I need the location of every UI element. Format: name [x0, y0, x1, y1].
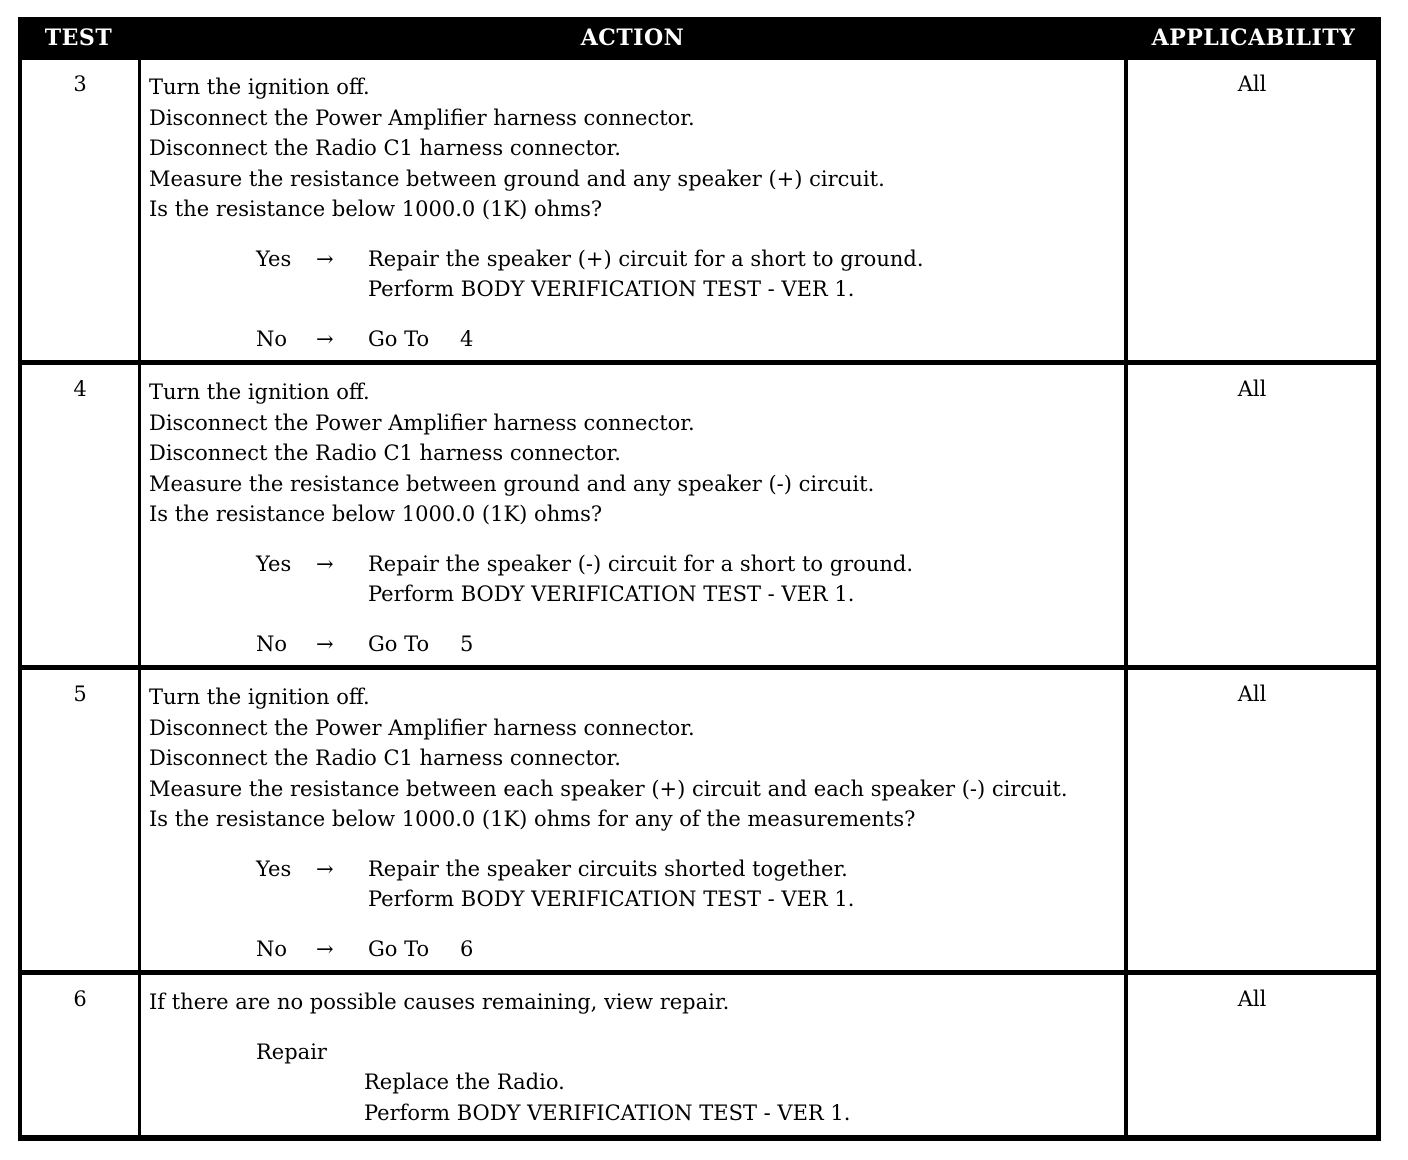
header-applicability: APPLICABILITY — [1151, 25, 1356, 51]
action-line: Measure the resistance between ground and any speaker (+) circuit. — [149, 166, 885, 191]
applicability-cell: All — [1128, 365, 1376, 665]
applicability-cell: All — [1128, 60, 1376, 360]
applicability-cell: All — [1128, 975, 1376, 1135]
right-arrow-icon: → — [316, 326, 334, 351]
test-number: 4 — [22, 365, 138, 665]
yes-instruction: Repair the speaker (-) circuit for a short to ground. — [368, 551, 913, 576]
action-line: Turn the ignition off. — [149, 685, 370, 709]
right-arrow-icon: → — [316, 936, 334, 961]
yes-label: Yes — [256, 856, 292, 881]
no-outcome — [149, 324, 1124, 355]
goto-target[interactable]: 4 — [460, 326, 474, 351]
applicability-cell: All — [1128, 670, 1376, 970]
yes-outcome — [149, 244, 1124, 275]
test-number: 5 — [22, 670, 138, 970]
yes-outcome — [149, 549, 1124, 580]
action-cell — [141, 60, 1124, 360]
yes-instruction: Repair the speaker (+) circuit for a short to ground. — [368, 246, 924, 271]
goto-target[interactable]: 6 — [460, 936, 474, 961]
action-line: Turn the ignition off. — [149, 75, 370, 99]
yes-instruction: Perform BODY VERIFICATION TEST - VER 1. — [368, 277, 855, 301]
header-action: ACTION — [580, 25, 685, 51]
action-line: Disconnect the Power Amplifier harness connector. — [149, 715, 695, 740]
right-arrow-icon: → — [316, 856, 334, 881]
repair-label: Repair — [256, 1039, 327, 1064]
action-line: Turn the ignition off. — [149, 380, 370, 404]
no-outcome — [149, 934, 1124, 965]
repair-instruction: Replace the Radio. — [364, 1070, 565, 1094]
goto-label: Go To — [368, 936, 430, 961]
action-line: Measure the resistance between ground and any speaker (-) circuit. — [149, 471, 875, 496]
action-line: Is the resistance below 1000.0 (1K) ohms? — [149, 502, 603, 526]
yes-label: Yes — [256, 551, 292, 576]
action-cell — [141, 975, 1124, 1135]
action-cell — [141, 365, 1124, 665]
repair-instruction: Perform BODY VERIFICATION TEST - VER 1. — [364, 1100, 851, 1125]
yes-instruction: Perform BODY VERIFICATION TEST - VER 1. — [368, 887, 855, 911]
header-test: TEST — [44, 25, 113, 51]
yes-instruction: Repair the speaker circuits shorted together. — [368, 856, 848, 881]
action-line: If there are no possible causes remaining, view repair. — [149, 990, 730, 1014]
right-arrow-icon: → — [316, 551, 334, 576]
action-line: Disconnect the Radio C1 harness connector. — [149, 746, 621, 770]
action-line: Disconnect the Radio C1 harness connector. — [149, 136, 621, 160]
action-line: Is the resistance below 1000.0 (1K) ohms? — [149, 197, 603, 221]
action-cell — [141, 670, 1124, 970]
yes-instruction: Perform BODY VERIFICATION TEST - VER 1. — [368, 582, 855, 606]
yes-outcome — [149, 854, 1124, 885]
procedure-table — [18, 17, 1381, 1141]
action-line: Disconnect the Radio C1 harness connector. — [149, 441, 621, 465]
yes-label: Yes — [256, 246, 292, 271]
action-line: Measure the resistance between each speaker (+) circuit and each speaker (-) circuit. — [149, 776, 1068, 801]
test-number: 6 — [22, 975, 138, 1135]
goto-label: Go To — [368, 631, 430, 656]
action-line: Disconnect the Power Amplifier harness connector. — [149, 105, 695, 130]
goto-label: Go To — [368, 326, 430, 351]
action-line: Is the resistance below 1000.0 (1K) ohms for any of the measurements? — [149, 807, 916, 831]
right-arrow-icon: → — [316, 246, 334, 271]
right-arrow-icon: → — [316, 631, 334, 656]
no-label: No — [256, 936, 288, 961]
test-number: 3 — [22, 60, 138, 360]
action-line: Disconnect the Power Amplifier harness connector. — [149, 410, 695, 435]
no-outcome — [149, 629, 1124, 660]
goto-target[interactable]: 5 — [460, 631, 474, 656]
no-label: No — [256, 631, 288, 656]
no-label: No — [256, 326, 288, 351]
table-header — [18, 17, 1381, 59]
